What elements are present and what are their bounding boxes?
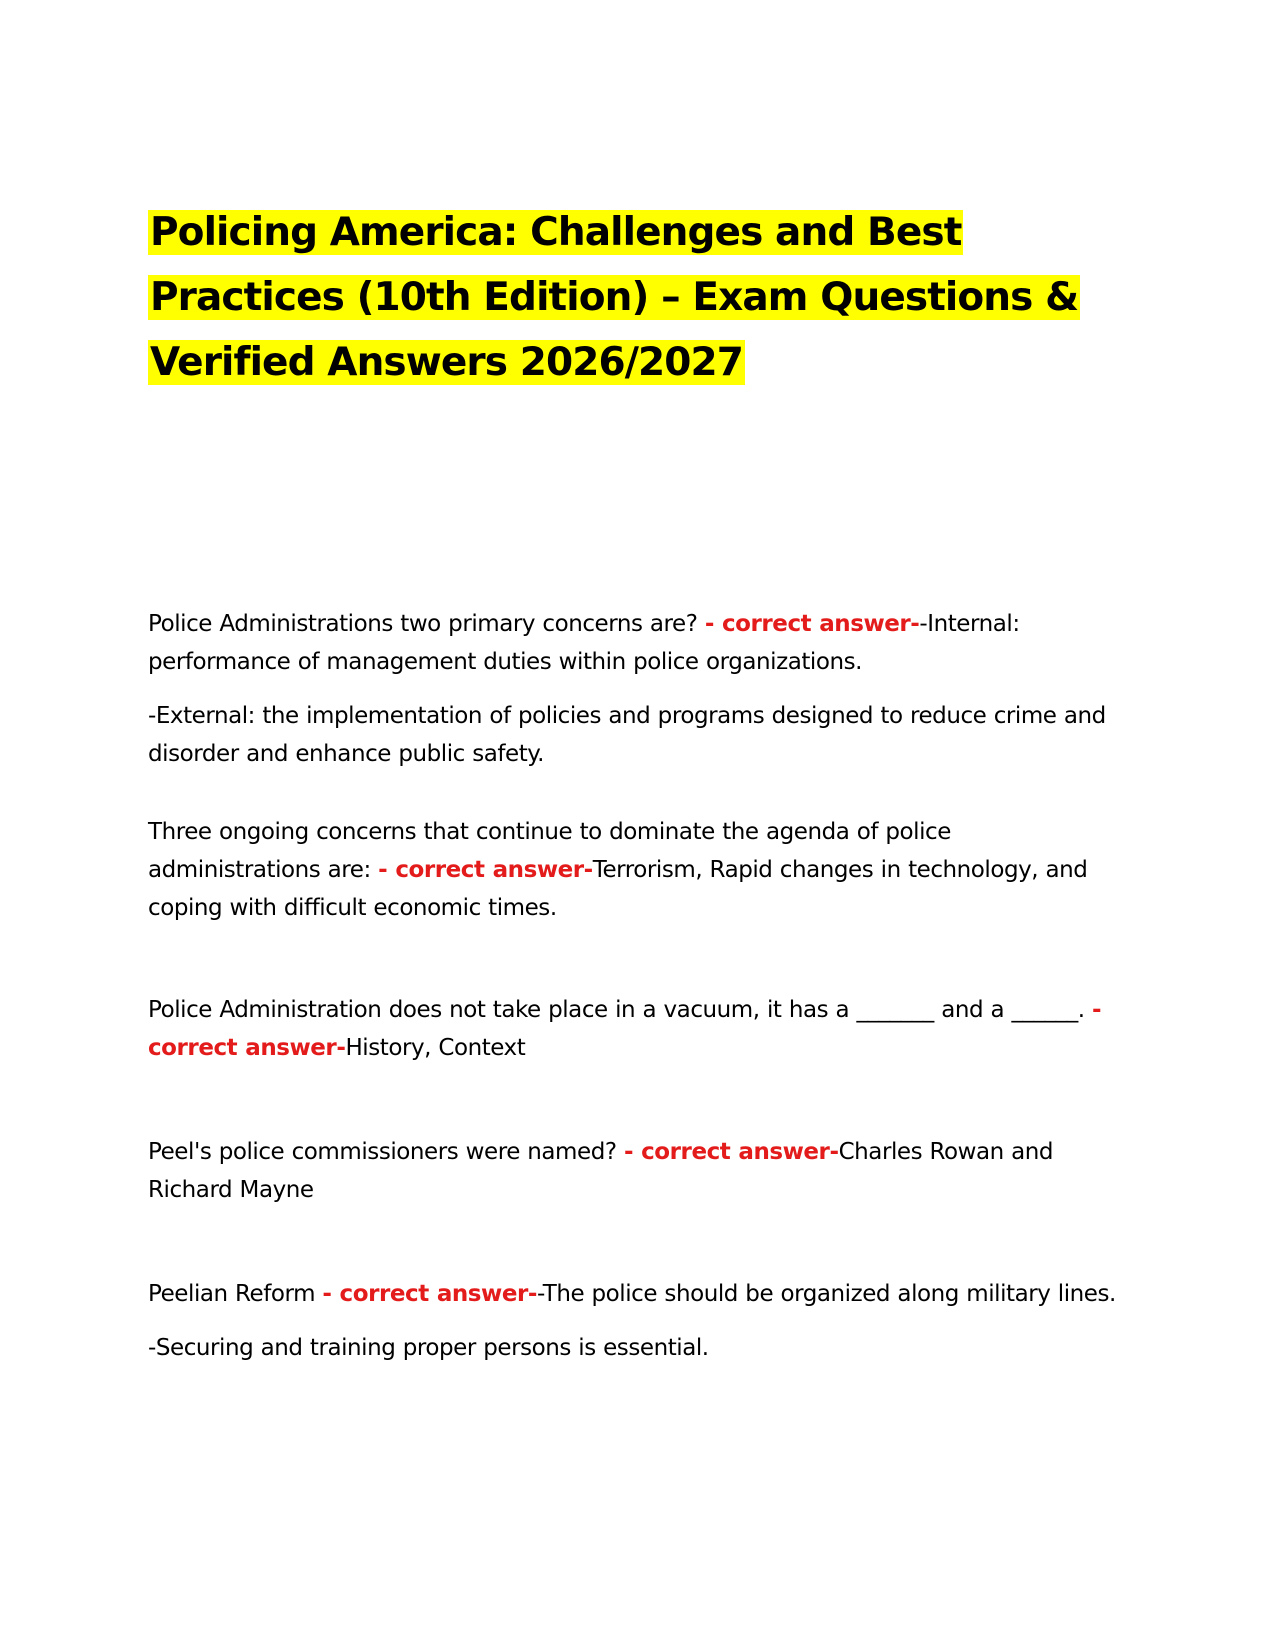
question-text: Police Administrations two primary concerns are? — [148, 611, 705, 637]
qa-item — [148, 991, 1128, 1067]
question-text: Police Administration does not take place in a vacuum, it has a _______ and a ______. — [148, 997, 1093, 1023]
correct-answer-marker: - correct answer- — [623, 1139, 839, 1165]
question-paragraph — [148, 1133, 1128, 1209]
answer-text: Charles Rowan and Richard Mayne — [148, 1139, 1054, 1203]
answer-text: -The police should be organized along military lines. — [537, 1281, 1116, 1307]
answer-text: History, Context — [345, 1035, 526, 1061]
question-text: Peel's police commissioners were named? — [148, 1139, 624, 1165]
correct-answer-marker: - correct answer- — [322, 1281, 537, 1307]
qa-item — [148, 1133, 1128, 1209]
document-title — [148, 200, 1088, 395]
qa-item — [148, 1275, 1128, 1367]
question-text: Three ongoing concerns that continue to dominate the agenda of police administrations are: — [148, 819, 951, 883]
correct-answer-marker: - correct answer- — [148, 997, 1102, 1061]
correct-answer-marker: - correct answer- — [704, 611, 920, 637]
question-paragraph — [148, 605, 1128, 681]
question-paragraph — [148, 991, 1128, 1067]
title-highlight: Policing America: Challenges and Best Practices (10th Edition) – Exam Questions & Verified Answers 2026/2027 — [150, 210, 1079, 385]
answer-text: Terrorism, Rapid changes in technology, and coping with difficult economic times. — [148, 857, 1088, 921]
question-text: Peelian Reform — [148, 1281, 323, 1307]
answer-text: -Securing and training proper persons is essential. — [148, 1335, 709, 1361]
correct-answer-marker: - correct answer- — [378, 857, 593, 883]
answer-text: -Internal: performance of management duties within police organizations. — [148, 611, 1020, 675]
qa-item — [148, 605, 1128, 773]
question-paragraph — [148, 813, 1128, 927]
question-paragraph — [148, 1275, 1128, 1313]
answer-paragraph — [148, 697, 1128, 773]
qa-item — [148, 813, 1128, 927]
answer-paragraph — [148, 1329, 1128, 1367]
answer-text: -External: the implementation of policies and programs designed to reduce crime and disorder and enhance public safety. — [148, 703, 1106, 767]
